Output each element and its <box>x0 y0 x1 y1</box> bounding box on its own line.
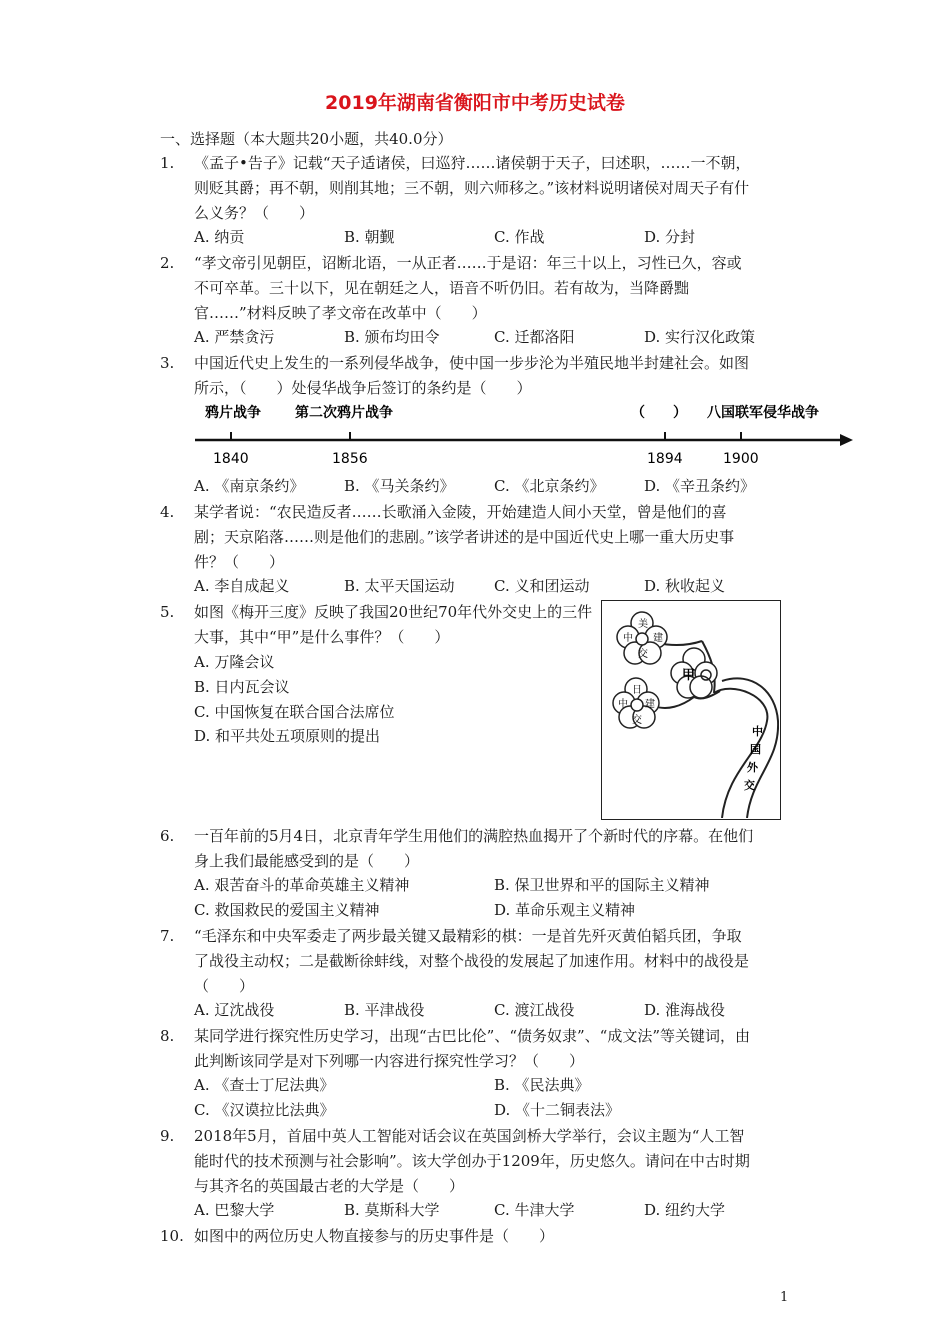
question-stem: 《孟子•告子》记载“天子适诸侯，曰巡狩……诸侯朝于天子，曰述职，……一不朝，则贬其爵；再不朝，则削其地；三不朝，则六师移之。”该材料说明诸侯对周天子有什么义务？（ ） <box>194 154 751 222</box>
question-number: 5. <box>160 603 175 621</box>
flower-middle-char: 甲 <box>682 668 696 683</box>
flower-bottom-char: 建 <box>645 699 655 710</box>
option-d[interactable]: D. 秋收起义 <box>644 577 726 595</box>
option-a[interactable]: A. 《查士丁尼法典》 <box>194 1076 335 1094</box>
question-number: 3. <box>160 354 175 372</box>
option-d[interactable]: D. 实行汉化政策 <box>644 328 756 346</box>
question-5-options <box>194 650 394 749</box>
option-c[interactable]: C. 《汉谟拉比法典》 <box>194 1101 335 1119</box>
question-stem: 2018年5月，首届中英人工智能对话会议在英国剑桥大学举行，会议主题为“人工智能时代的技术预测与社会影响”。该大学创办于1209年，历史悠久。请问在中古时期与其齐名的英国最古老的大学是（ ） <box>194 1127 750 1195</box>
plum-blossom-figure <box>601 600 781 820</box>
flower-top-char: 建 <box>653 633 663 644</box>
option-c[interactable]: C. 中国恢复在联合国合法席位 <box>194 702 395 721</box>
timeline-year: 1900 <box>723 451 759 467</box>
question-stem: 中国近代史上发生的一系列侵华战争，使中国一步步沦为半殖民地半封建社会。如图所示，（ ）处侵华战争后签订的条约是（ ） <box>194 354 750 397</box>
option-b[interactable]: B. 保卫世界和平的国际主义精神 <box>494 876 710 894</box>
option-d[interactable]: D. 《十二铜表法》 <box>494 1101 621 1119</box>
option-a[interactable]: A. 严禁贪污 <box>194 328 275 346</box>
page-number: 1 <box>780 1290 789 1305</box>
option-b[interactable]: B. 朝觐 <box>344 228 395 246</box>
question-number: 6. <box>160 827 175 845</box>
timeline-year: 1894 <box>647 451 683 467</box>
question-stem: 如图中的两位历史人物直接参与的历史事件是（ ） <box>194 1227 555 1245</box>
flower-top-char: 交 <box>638 649 648 660</box>
branch-char: 交 <box>744 779 755 792</box>
option-d[interactable]: D. 《辛丑条约》 <box>644 477 756 495</box>
question-stem: 某学者说：“农民造反者……长歌涌入金陵，开始建造人间小天堂，曾是他们的喜剧；天京陷落……则是他们的悲剧。”该学者讲述的是中国近代史上哪一重大历史事件？（ ） <box>194 503 735 571</box>
page-title: 2019年湖南省衡阳市中考历史试卷 <box>325 92 625 114</box>
option-b[interactable]: B. 颁布均田令 <box>344 328 440 346</box>
flower-top-char: 美 <box>638 619 648 630</box>
option-a[interactable]: A. 《南京条约》 <box>194 477 305 495</box>
option-c[interactable]: C. 迁都洛阳 <box>494 328 575 346</box>
option-a[interactable]: A. 艰苦奋斗的革命英雄主义精神 <box>194 876 410 894</box>
question-number: 4. <box>160 503 175 521</box>
option-c[interactable]: C. 渡江战役 <box>494 1001 575 1019</box>
option-c[interactable]: C. 义和团运动 <box>494 577 590 595</box>
option-a[interactable]: A. 纳贡 <box>194 228 245 246</box>
timeline-year: 1856 <box>332 451 368 467</box>
timeline-year: 1840 <box>213 451 249 467</box>
question-stem: 某同学进行探究性历史学习，出现“古巴比伦”、“债务奴隶”、“成文法”等关键词，由此判断该同学是对下列哪一内容进行探究性学习？（ ） <box>194 1027 751 1070</box>
option-a[interactable]: A. 巴黎大学 <box>194 1201 275 1219</box>
section-heading: 一、选择题（本大题共20小题，共40.0分） <box>160 130 453 148</box>
flower-middle <box>671 648 717 698</box>
flower-bottom-char: 中 <box>618 699 628 710</box>
question-number: 7. <box>160 927 175 945</box>
timeline-label-second-opium-war: 第二次鸦片战争 <box>295 405 393 421</box>
option-c[interactable]: C. 作战 <box>494 228 545 246</box>
option-b[interactable]: B. 平津战役 <box>344 1001 425 1019</box>
option-b[interactable]: B. 太平天国运动 <box>344 577 455 595</box>
flower-bottom-char: 交 <box>632 715 642 726</box>
option-b[interactable]: B. 日内瓦会议 <box>194 677 290 696</box>
option-d[interactable]: D. 分封 <box>644 228 696 246</box>
branch-char: 外 <box>747 761 758 774</box>
option-d[interactable]: D. 淮海战役 <box>644 1001 726 1019</box>
flower-top <box>617 612 667 664</box>
question-stem: 如图《梅开三度》反映了我国20世纪70年代外交史上的三件大事，其中“甲”是什么事件？（ ） <box>194 603 593 646</box>
timeline-arrow-icon <box>840 434 853 446</box>
question-number: 1. <box>160 154 175 172</box>
war-timeline <box>195 401 855 471</box>
option-a[interactable]: A. 李自成起义 <box>194 577 290 595</box>
question-number: 2. <box>160 254 175 272</box>
plum-blossom-drawing <box>602 601 779 818</box>
option-d[interactable]: D. 纽约大学 <box>644 1201 726 1219</box>
option-b[interactable]: B. 《民法典》 <box>494 1076 590 1094</box>
timeline-label-eight-nation: 八国联军侵华战争 <box>707 405 819 421</box>
option-d[interactable]: D. 革命乐观主义精神 <box>494 901 636 919</box>
flower-top-char: 中 <box>623 633 633 644</box>
option-c[interactable]: C. 救国救民的爱国主义精神 <box>194 901 380 919</box>
branch-char: 国 <box>750 743 761 756</box>
question-stem: “毛泽东和中央军委走了两步最关键又最精彩的棋：一是首先歼灭黄伯韬兵团，争取了战役主动权；二是截断徐蚌线，对整个战役的发展起了加速作用。材料中的战役是（ ） <box>194 927 750 995</box>
option-c[interactable]: C. 牛津大学 <box>494 1201 575 1219</box>
question-number: 9. <box>160 1127 175 1145</box>
flower-bottom <box>613 678 659 728</box>
timeline-label-blank: （ ） <box>631 405 687 421</box>
option-c[interactable]: C. 《北京条约》 <box>494 477 605 495</box>
option-b[interactable]: B. 莫斯科大学 <box>344 1201 440 1219</box>
option-a[interactable]: A. 万隆会议 <box>194 653 275 671</box>
question-number: 8. <box>160 1027 175 1045</box>
option-a[interactable]: A. 辽沈战役 <box>194 1001 275 1019</box>
question-stem: 一百年前的5月4日，北京青年学生用他们的满腔热血揭开了个新时代的序幕。在他们身上我们最能感受到的是（ ） <box>194 827 754 870</box>
option-d[interactable]: D. 和平共处五项原则的提出 <box>194 727 381 746</box>
branch-char: 中 <box>752 725 763 738</box>
flower-bottom-char: 日 <box>632 685 642 696</box>
question-number: 10. <box>160 1227 184 1245</box>
question-stem: “孝文帝引见朝臣，诏断北语，一从正者……于是诏：年三十以上，习性已久，容或不可卒革。三十以下，见在朝廷之人，语音不听仍旧。若有故为，当降爵黜官……”材料反映了孝文帝在改革中（ ） <box>194 254 742 322</box>
option-b[interactable]: B. 《马关条约》 <box>344 477 455 495</box>
timeline-label-opium-war: 鸦片战争 <box>205 405 261 421</box>
